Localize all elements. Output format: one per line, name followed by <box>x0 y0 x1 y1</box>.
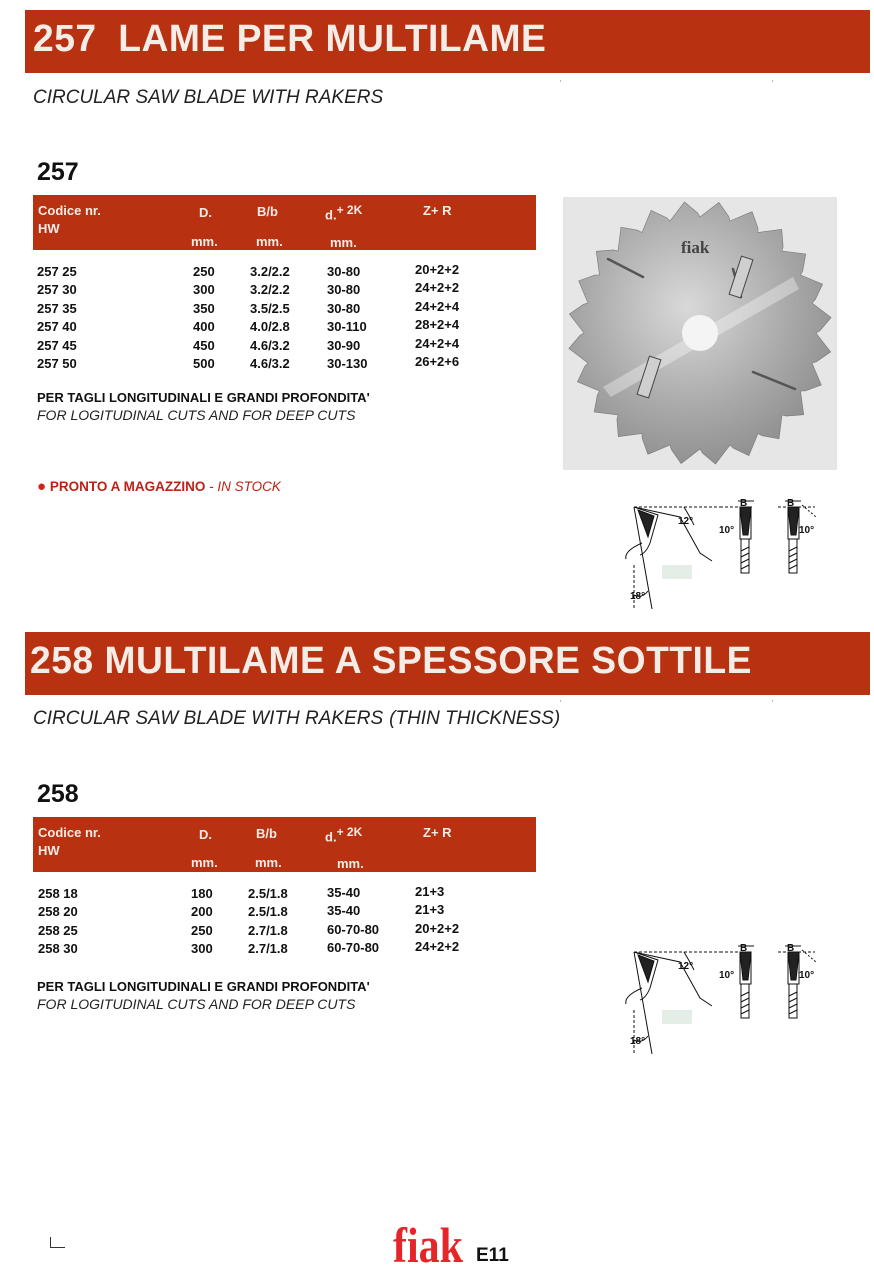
clearance-angle-label: 18° <box>630 1036 646 1047</box>
usage-note-english: FOR LOGITUDINAL CUTS AND FOR DEEP CUTS <box>37 996 356 1012</box>
header-code-hw: HW <box>38 843 60 858</box>
cell-thickness: 4.6/3.2 <box>250 337 290 353</box>
usage-note-italian: PER TAGLI LONGITUDINALI E GRANDI PROFONDITA' <box>37 979 370 994</box>
table-row <box>37 941 537 959</box>
tick-mark <box>772 700 773 702</box>
clearance-angle-label: 18° <box>630 591 646 602</box>
saw-blade-photo <box>563 197 837 470</box>
cell-bore: 30-80 <box>327 282 361 298</box>
header-bore-2k: + 2K <box>336 203 363 217</box>
cell-code: 257 35 <box>37 300 77 316</box>
cell-thickness: 3.5/2.5 <box>250 300 290 316</box>
cell-bore: 30-80 <box>327 300 361 316</box>
usage-note-italian: PER TAGLI LONGITUDINALI E GRANDI PROFONDITA' <box>37 390 370 405</box>
cell-thickness: 2.7/1.8 <box>248 941 288 957</box>
header-thickness-b2: /b <box>265 826 277 841</box>
cell-teeth: 28+2+4 <box>415 317 460 333</box>
subtitle-text: CIRCULAR SAW BLADE WITH RAKERS <box>33 87 384 108</box>
hook-angle-label: 12° <box>678 516 694 527</box>
spec-table-rows <box>37 886 537 960</box>
cell-teeth: 21+3 <box>415 902 445 918</box>
cell-teeth: 24+2+4 <box>415 298 460 314</box>
crop-mark <box>50 1237 65 1248</box>
cell-diameter: 300 <box>191 941 213 957</box>
cell-code: 258 18 <box>38 886 78 901</box>
page-number: E11 <box>476 1245 509 1266</box>
section-subtitle <box>33 708 560 730</box>
table-row <box>37 335 537 356</box>
section-subtitle <box>33 87 383 109</box>
header-code: Codice nr. <box>38 825 101 840</box>
product-code-heading: 257 <box>37 158 79 186</box>
table-row <box>37 319 537 337</box>
width-label: B <box>740 943 748 954</box>
cell-code: 257 25 <box>37 264 77 279</box>
cell-thickness: 3.2/2.2 <box>250 282 290 298</box>
cell-diameter: 250 <box>193 264 215 279</box>
header-diameter: D. <box>199 205 212 220</box>
diagram-blank-box <box>662 1010 692 1024</box>
cell-thickness: 3.2/2.2 <box>250 264 290 279</box>
cell-teeth: 24+2+4 <box>415 335 460 351</box>
table-row <box>37 298 537 319</box>
header-bore-2k: + 2K <box>336 825 363 839</box>
unit-thickness: mm. <box>255 855 282 870</box>
unit-bore: mm. <box>330 235 357 250</box>
cell-diameter: 350 <box>193 300 215 316</box>
section-title: 257 LAME PER MULTILAME <box>33 18 547 60</box>
cell-code: 257 50 <box>37 355 77 371</box>
cell-diameter: 450 <box>193 337 215 353</box>
table-row <box>37 886 537 904</box>
header-code-hw: HW <box>38 221 60 236</box>
header-teeth: Z+ R <box>423 825 452 840</box>
width-label: B <box>787 498 795 509</box>
tooth-geometry-diagram <box>620 940 830 1055</box>
cell-bore: 35-40 <box>327 903 361 919</box>
cell-teeth: 26+2+6 <box>415 353 460 369</box>
cell-teeth: 21+3 <box>415 884 445 899</box>
brand-logo-text: fiak <box>393 1217 464 1273</box>
side-angle-label: 10° <box>719 525 735 536</box>
cell-diameter: 500 <box>193 355 215 371</box>
hook-angle-label: 12° <box>678 961 694 972</box>
header-bore <box>325 203 362 222</box>
cell-bore: 35-40 <box>327 885 361 900</box>
blade-bore-hole <box>682 315 718 351</box>
section-257-banner <box>25 10 870 73</box>
unit-thickness: mm. <box>256 234 283 249</box>
header-code: Codice nr. <box>38 203 101 218</box>
blade-brand-mark: fiak <box>681 238 710 257</box>
section-258-banner <box>25 632 870 695</box>
cell-code: 257 45 <box>37 337 77 353</box>
subtitle-extra: (THIN THICKNESS) <box>389 708 561 729</box>
width-label: B <box>740 498 748 509</box>
width-label: B <box>787 943 795 954</box>
cell-diameter: 180 <box>191 886 213 901</box>
tick-mark <box>560 80 561 82</box>
stock-label-italian: PRONTO A MAGAZZINO <box>49 479 206 494</box>
cell-bore: 60-70-80 <box>327 940 380 956</box>
side-angle-label: 10° <box>799 525 815 536</box>
cell-teeth: 24+2+2 <box>415 939 460 955</box>
cell-code: 257 30 <box>37 282 77 298</box>
spec-table-header <box>33 195 536 250</box>
usage-note-english: FOR LOGITUDINAL CUTS AND FOR DEEP CUTS <box>37 407 356 423</box>
spec-table-rows <box>37 264 537 374</box>
brand-logo <box>393 1217 465 1273</box>
cell-bore: 30-110 <box>327 319 367 335</box>
header-diameter: D. <box>199 827 212 842</box>
header-thickness-b2: /b <box>266 204 278 219</box>
cell-bore: 30-130 <box>327 355 368 371</box>
unit-diameter: mm. <box>191 234 218 249</box>
header-thickness <box>257 204 278 219</box>
table-row <box>37 904 537 922</box>
header-bore <box>325 825 362 844</box>
cell-bore: 30-80 <box>327 264 361 279</box>
cell-code: 258 20 <box>38 904 78 920</box>
side-angle-label: 10° <box>719 970 735 981</box>
tick-mark <box>772 80 773 82</box>
table-row <box>37 920 537 941</box>
cell-teeth: 20+2+2 <box>415 262 460 277</box>
saw-blade-image <box>563 197 837 470</box>
header-bore-d: d. <box>325 829 337 845</box>
diagram-blank-box <box>662 565 692 579</box>
spec-table-header <box>33 817 536 872</box>
tick-mark <box>560 700 561 702</box>
stock-dot-icon: ● <box>37 478 47 495</box>
tooth-geometry-diagram <box>620 495 830 610</box>
cell-teeth: 20+2+2 <box>415 920 460 936</box>
header-teeth: Z+ R <box>423 203 452 218</box>
cell-diameter: 300 <box>193 282 215 298</box>
section-title: 258 MULTILAME A SPESSORE SOTTILE <box>30 640 752 682</box>
cell-diameter: 400 <box>193 319 215 335</box>
table-row <box>37 264 537 282</box>
header-bore-d: d. <box>325 207 337 223</box>
stock-indicator <box>37 478 281 495</box>
cell-thickness: 4.6/3.2 <box>250 355 290 371</box>
cell-code: 258 30 <box>38 941 78 957</box>
header-thickness <box>256 826 277 841</box>
side-angle-label: 10° <box>799 970 815 981</box>
unit-bore: mm. <box>337 856 364 871</box>
table-row <box>37 353 537 374</box>
subtitle-text: CIRCULAR SAW BLADE WITH RAKERS <box>33 708 384 729</box>
cell-bore: 30-90 <box>327 337 361 353</box>
cell-diameter: 200 <box>191 904 213 920</box>
unit-diameter: mm. <box>191 855 218 870</box>
stock-label-english: - IN STOCK <box>205 479 281 494</box>
table-row <box>37 282 537 300</box>
cell-code: 258 25 <box>38 922 78 938</box>
cell-thickness: 4.0/2.8 <box>250 319 290 335</box>
cell-teeth: 24+2+2 <box>415 280 460 296</box>
cell-diameter: 250 <box>191 922 213 938</box>
product-code-heading: 258 <box>37 780 79 808</box>
cell-bore: 60-70-80 <box>327 921 380 937</box>
cell-thickness: 2.5/1.8 <box>248 904 288 920</box>
cell-thickness: 2.7/1.8 <box>248 922 288 938</box>
cell-code: 257 40 <box>37 319 77 335</box>
cell-thickness: 2.5/1.8 <box>248 886 288 901</box>
header-thickness-b: B <box>256 826 266 841</box>
header-thickness-b: B <box>257 204 267 219</box>
